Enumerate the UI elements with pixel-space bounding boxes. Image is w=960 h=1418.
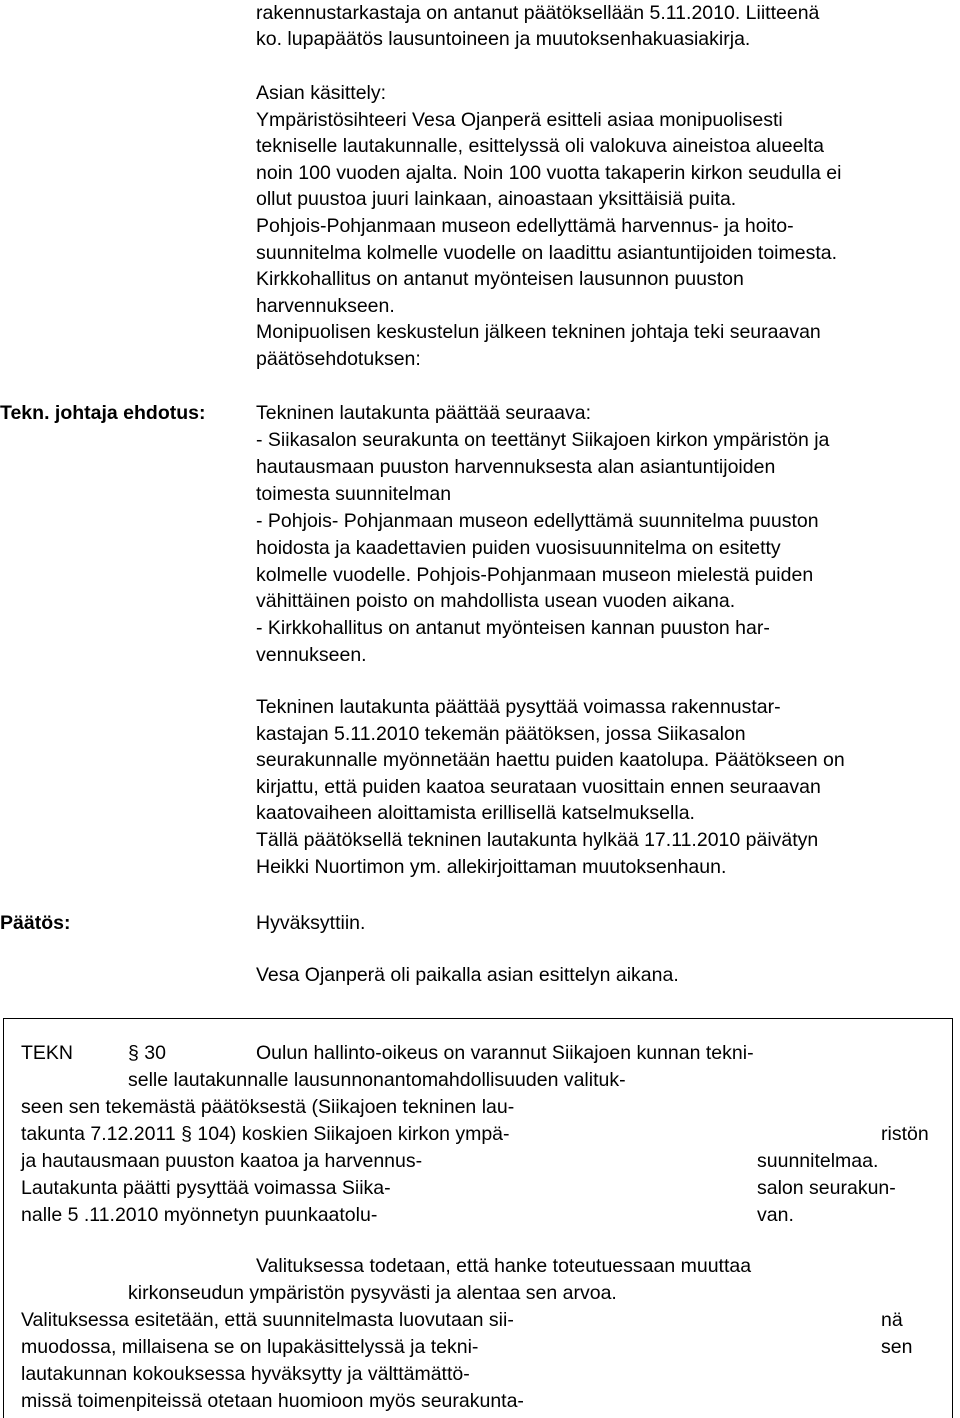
section-number: § 30 (128, 1042, 166, 1064)
tekn-30-line: ristön (881, 1123, 929, 1145)
tekn-30-line: lautakunnan kokouksessa hyväksytty ja välttämättö- (21, 1363, 470, 1385)
ehdotus-decision-line: kaatovaiheen aloittamista erillisellä katselmuksella. (256, 802, 695, 825)
tekn-30-line: muodossa, millaisena se on lupakäsittelyssä ja tekni- (21, 1336, 479, 1358)
tekn-30-line: Valituksessa todetaan, että hanke toteutuessaan muuttaa (256, 1255, 752, 1277)
ehdotus-line: kolmelle vuodelle. Pohjois-Pohjanmaan museon mielestä puiden (256, 563, 814, 586)
tekn-30-line: sen (881, 1336, 913, 1358)
ehdotus-decision-line: Heikki Nuortimon ym. allekirjoittaman muutoksenhaun. (256, 855, 727, 878)
ehdotus-decision-line: Tällä päätöksellä tekninen lautakunta hylkää 17.11.2010 päivätyn (256, 829, 819, 851)
asian-kasittely-line: harvennukseen. (256, 294, 395, 317)
ehdotus-first-line: Tekninen lautakunta päättää seuraava: (256, 402, 591, 424)
asian-kasittely-line: Kirkkohallitus on antanut myönteisen lausunnon puuston (256, 268, 744, 291)
tekn-30-line: seen sen tekemästä päätöksestä (Siikajoen tekninen lau- (21, 1096, 515, 1118)
tekn-30-line: nä (881, 1309, 903, 1331)
tekn-30-line: Oulun hallinto-oikeus on varannut Siikajoen kunnan tekni- (256, 1042, 754, 1064)
ehdotus-line: toimesta suunnitelman (256, 482, 452, 505)
tekn-30-line: Valituksessa esitetään, että suunnitelmasta luovutaan sii- (21, 1309, 514, 1331)
ehdotus-line: - Siikasalon seurakunta on teettänyt Siikajoen kirkon ympäristön ja (256, 429, 830, 451)
tekn-30-line: missä toimenpiteissä otetaan huomioon myös seurakunta- (21, 1390, 524, 1412)
ehdotus-line: vähittäinen poisto on mahdollista usean vuoden aikana. (256, 590, 736, 613)
paatos-note: Vesa Ojanperä oli paikalla asian esittelyn aikana. (256, 964, 679, 986)
asian-kasittely-line: Asian käsittely: (256, 82, 387, 104)
paatos-value: Hyväksyttiin. (256, 912, 366, 934)
intro-line-2: ko. lupapäätös lausuntoineen ja muutoksenhakuasiakirja. (256, 28, 751, 50)
tekn-30-line: selle lautakunnalle lausunnonantomahdollisuuden valituk- (128, 1069, 626, 1091)
ehdotus-line: - Pohjois- Pohjanmaan museon edellyttämä suunnitelma puuston (256, 509, 819, 532)
ehdotus-decision-line: kastajan 5.11.2010 tekemän päätöksen, jossa Siikasalon (256, 722, 746, 745)
asian-kasittely-line: suunnitelma kolmelle vuodelle on laadittu asiantuntijoiden toimesta. (256, 241, 838, 264)
tekn-30-line: kirkonseudun ympäristön pysyvästi ja alentaa sen arvoa. (128, 1282, 617, 1304)
ehdotus-line: hoidosta ja kaadettavien puiden vuosisuunnitelma on esitetty (256, 536, 781, 559)
tekn-30-line: ja hautausmaan puuston kaatoa ja harvennus- (21, 1150, 423, 1172)
ehdotus-decision-line: seurakunnalle myönnetään haettu puiden kaatolupa. Päätökseen on (256, 749, 845, 772)
asian-kasittely-line: Pohjois-Pohjanmaan museon edellyttämä harvennus- ja hoito- (256, 215, 794, 237)
ehdotus-line: vennukseen. (256, 644, 367, 667)
tekn-30-line: nalle 5 .11.2010 myönnetyn puunkaatolu- (21, 1204, 378, 1226)
asian-kasittely-line: ollut puustoa juuri lainkaan, ainoastaan yksittäisiä puita. (256, 188, 737, 211)
tekn-30-line: takunta 7.12.2011 § 104) koskien Siikajoen kirkon ympä- (21, 1123, 510, 1145)
tekn-30-line: salon seurakun- (757, 1177, 896, 1199)
section-code: TEKN (21, 1042, 74, 1064)
asian-kasittely-line: tekniselle lautakunnalle, esittelyssä oli valokuva aineistoa alueelta (256, 135, 825, 158)
asian-kasittely-line: Ympäristösihteeri Vesa Ojanperä esitteli asiaa monipuolisesti (256, 108, 783, 131)
asian-kasittely-line: noin 100 vuoden ajalta. Noin 100 vuotta takaperin kirkon seudulla ei (256, 161, 842, 184)
tekn-30-line: van. (757, 1204, 794, 1226)
ehdotus-decision-line: Tekninen lautakunta päättää pysyttää voimassa rakennustar- (256, 696, 781, 718)
tekn-30-line: Lautakunta päätti pysyttää voimassa Siika- (21, 1177, 391, 1199)
asian-kasittely-line: Monipuolisen keskustelun jälkeen tekninen johtaja teki seuraavan (256, 321, 821, 344)
ehdotus-line: hautausmaan puuston harvennuksesta alan asiantuntijoiden (256, 455, 776, 478)
intro-line-1: rakennustarkastaja on antanut päätöksellään 5.11.2010. Liitteenä (256, 2, 820, 24)
tekn-30-line: suunnitelmaa. (757, 1150, 879, 1172)
paatos-label: Päätös: (0, 912, 71, 934)
ehdotus-label: Tekn. johtaja ehdotus: (0, 402, 206, 424)
ehdotus-line: - Kirkkohallitus on antanut myönteisen kannan puuston har- (256, 617, 770, 640)
asian-kasittely-line: päätösehdotuksen: (256, 348, 421, 370)
ehdotus-decision-line: kirjattu, että puiden kaatoa seurataan vuosittain ennen seuraavan (256, 775, 821, 798)
